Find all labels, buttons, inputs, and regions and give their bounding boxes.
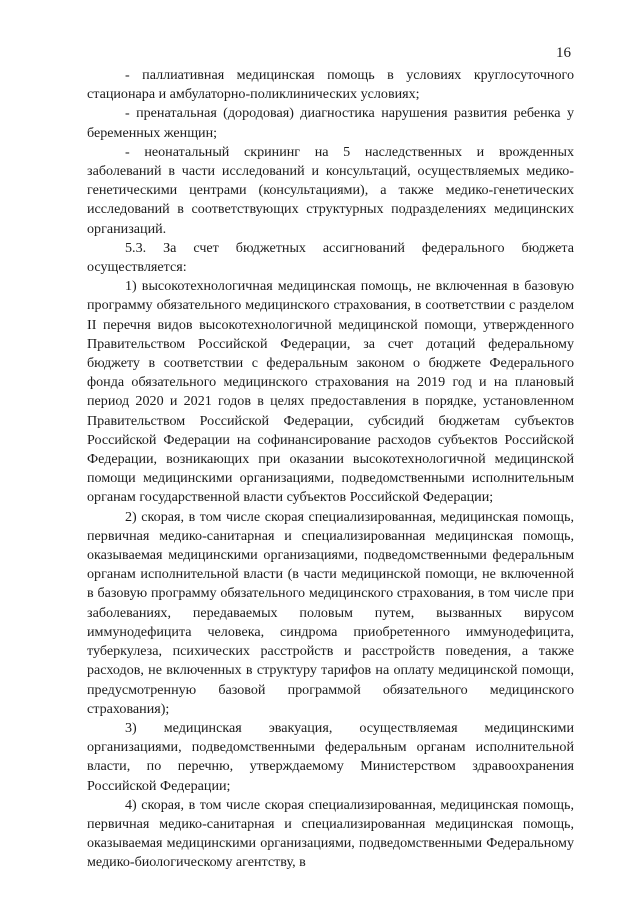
paragraph-item-1-high-tech-care: 1) высокотехнологичная медицинская помощь, не включенная в базовую программу обязательного медицинского страхования, в соответствии с разделом II перечня видов высокотехнологичной медицинской помощи, утвержденного Правительством Российской Федерации, за счет дотаций федеральному бюджету в соответствии с федеральным законом о бюджете Федерального фонда обязательного медицинского страхования на 2019 год и на плановый период 2020 и 2021 годов в целях предоставления в порядке, установленном Правительством Российской Федерации, субсидий бюджетам субъектов Российской Федерации на софинансирование расходов субъектов Российской Федерации, возникающих при оказании высокотехнологичной медицинской помощи медицинскими организациями, подведомственными исполнительным органам государственной власти субъектов Российской Федерации; (87, 278, 574, 506)
page-number: 16 (556, 45, 571, 61)
paragraph-neonatal-screening: - неонатальный скрининг на 5 наследственных и врожденных заболеваний в части исследований и консультаций, осуществляемых медико-генетическими центрами (консультациями), а также медико-генетических исследований в соответствующих структурных подразделениях медицинских организаций. (87, 143, 574, 237)
paragraph-prenatal-diagnostics: - пренатальная (дородовая) диагностика нарушения развития ребенка у беременных женщин; (87, 105, 574, 141)
paragraph-item-2-emergency-care: 2) скорая, в том числе скорая специализированная, медицинская помощь, первичная медико-санитарная и специализированная медицинская помощь, оказываемая медицинскими организациями, подведомственными федеральным органам исполнительной власти (в части медицинской помощи, не включенной в базовую программу обязательного медицинского страхования, в том числе при заболеваниях, передаваемых половым путем, вызванных вирусом иммунодефицита человека, синдрома приобретенного иммунодефицита, туберкулеза, психических расстройств и расстройств поведения, а также расходов, не включенных в структуру тарифов на оплату медицинской помощи, предусмотренную базовой программой обязательного медицинского страхования); (87, 508, 574, 717)
paragraph-section-5-3: 5.3. За счет бюджетных ассигнований федерального бюджета осуществляется: (87, 239, 574, 276)
paragraph-item-4-fmba-care: 4) скорая, в том числе скорая специализированная, медицинская помощь, первичная медико-санитарная и специализированная медицинская помощь, оказываемая медицинскими организациями, подведомственными Федеральному медико-биологическому агентству, в (87, 796, 574, 871)
paragraph-item-3-medical-evacuation: 3) медицинская эвакуация, осуществляемая медицинскими организациями, подведомственными федеральным органам исполнительной власти, по перечню, утверждаемому Министерством здравоохранения Российской Федерации; (87, 719, 574, 794)
paragraph-palliative-care: - паллиативная медицинская помощь в условиях круглосуточного стационара и амбулаторно-поликлинических условиях; (87, 67, 574, 103)
document-body (87, 66, 574, 873)
